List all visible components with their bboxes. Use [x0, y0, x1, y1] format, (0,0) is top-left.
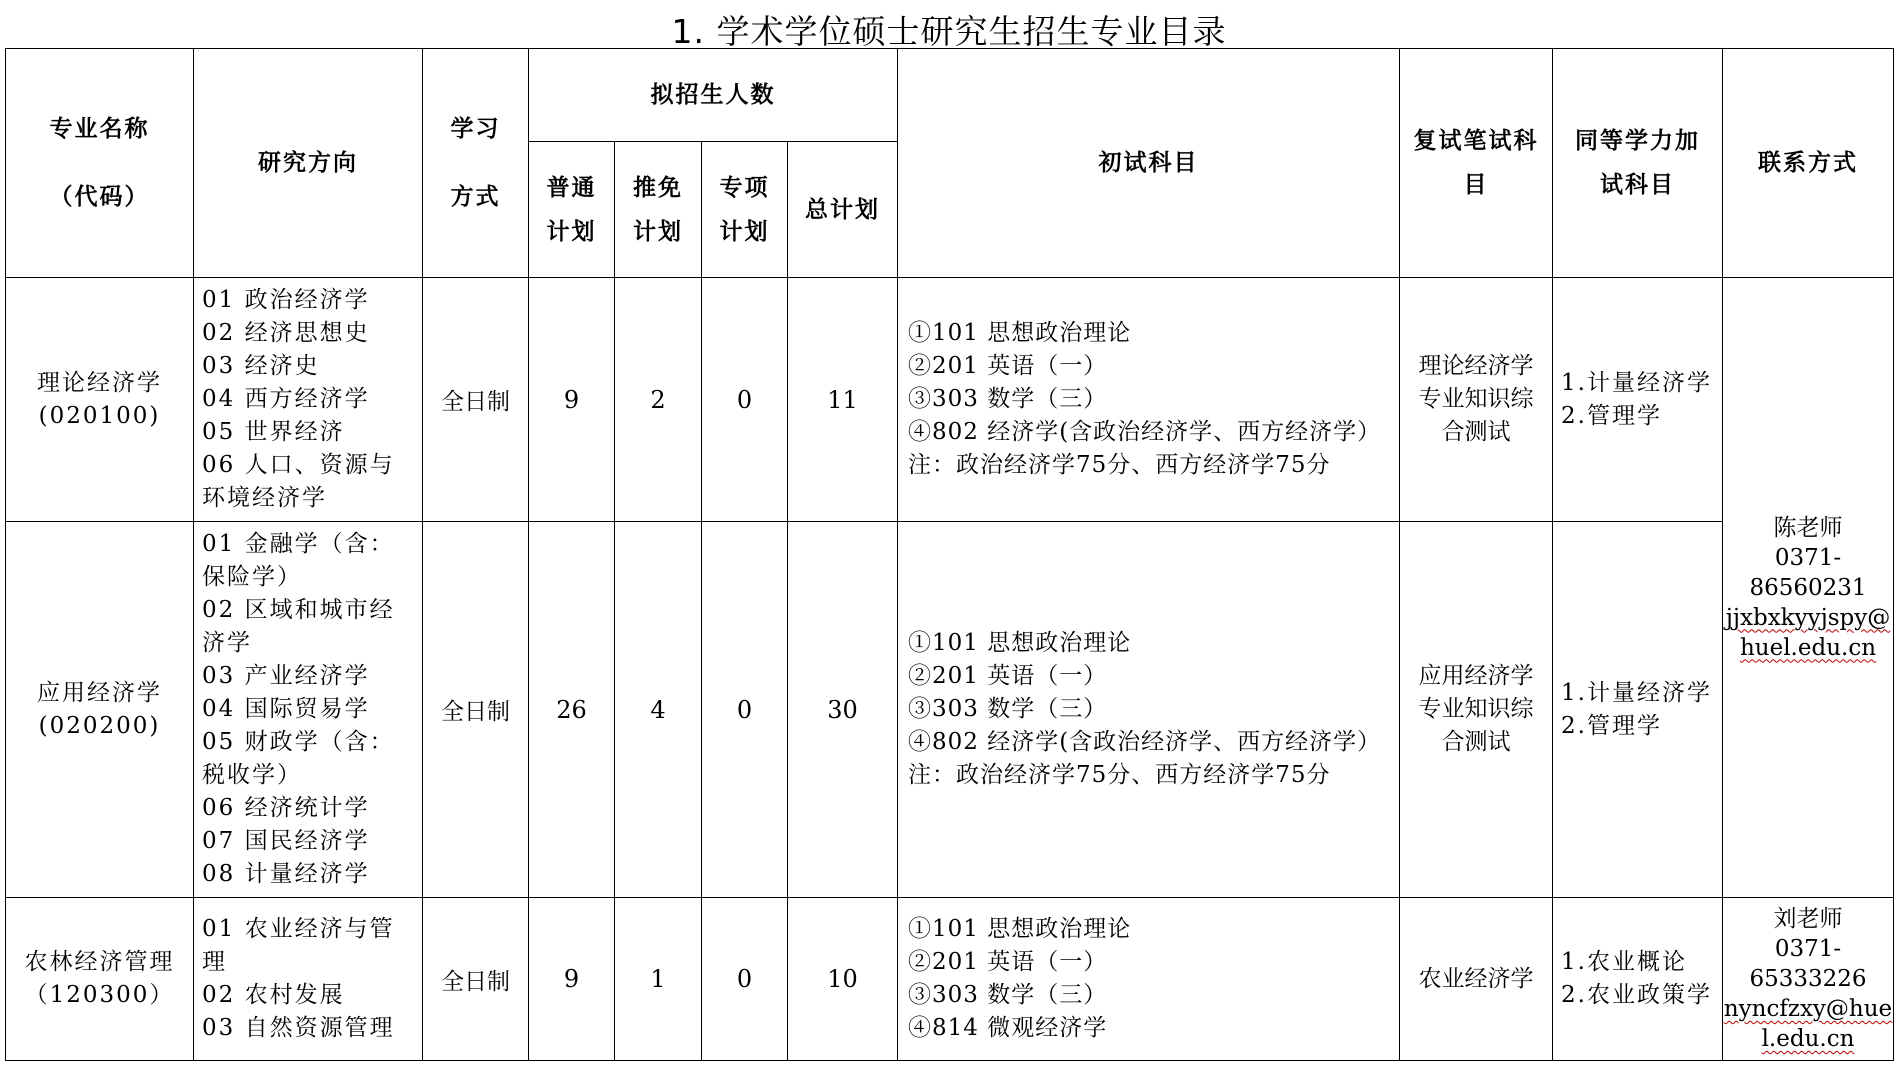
retest-subject: 农业经济学 [1400, 898, 1553, 1061]
header-special [702, 142, 788, 278]
list-item: ③303 数学（三） [908, 696, 1108, 722]
exempt-plan: 4 [615, 522, 702, 898]
list-item: 01 农业经济与管理 [202, 916, 395, 975]
initial-exam-list [898, 898, 1400, 1061]
header-study-mode-line2: 方式 [450, 183, 501, 210]
header-study-mode-line1: 学习 [450, 115, 501, 142]
list-item: 02 经济思想史 [202, 320, 370, 346]
header-spacer [423, 151, 528, 175]
list-item: 06 人口、资源与环境经济学 [202, 452, 395, 511]
list-item: 1.计量经济学 [1561, 679, 1712, 706]
header-contact: 联系方式 [1723, 49, 1894, 278]
list-item: 02 区域和城市经济学 [202, 597, 395, 656]
list-item: ④814 微观经济学 [908, 1015, 1108, 1041]
list-item: ②201 英语（一） [908, 353, 1108, 379]
list-item: 2.管理学 [1561, 712, 1662, 739]
page-title: 1. 学术学位硕士研究生招生专业目录 [671, 12, 1227, 51]
major-code: (020100) [38, 402, 161, 429]
header-regular [529, 142, 615, 278]
list-item: ①101 思想政治理论 [908, 320, 1132, 346]
list-item: ②201 英语（一） [908, 663, 1108, 689]
header-direction: 研究方向 [194, 49, 423, 278]
regular-plan: 9 [529, 898, 615, 1061]
header-special-line2: 计划 [719, 217, 770, 245]
list-item: 07 国民经济学 [202, 828, 370, 854]
table-row [6, 898, 1894, 1061]
list-item: 注：政治经济学75分、西方经济学75分 [908, 762, 1331, 788]
major-code: (020200) [38, 712, 161, 739]
retest-subject: 应用经济学专业知识综合测试 [1400, 522, 1553, 898]
list-item: 05 世界经济 [202, 419, 345, 445]
major-name: 应用经济学 [37, 679, 162, 706]
special-plan: 0 [702, 522, 788, 898]
header-equivalent-line1: 同等学力加 [1575, 127, 1700, 154]
header-retest-line1: 复试笔试科 [1413, 127, 1539, 154]
list-item: ①101 思想政治理论 [908, 916, 1132, 942]
direction-list [194, 522, 423, 898]
header-major-name [6, 49, 194, 278]
list-item: ④802 经济学(含政治经济学、西方经济学） [908, 419, 1382, 445]
total-plan: 11 [788, 278, 898, 522]
exempt-plan: 1 [615, 898, 702, 1061]
total-plan: 30 [788, 522, 898, 898]
header-initial-exam: 初试科目 [898, 49, 1400, 278]
contact-phone: 86560231 [1749, 574, 1867, 601]
major-name: 农林经济管理 [24, 949, 175, 975]
major-name-cell [6, 522, 194, 898]
contact-email[interactable]: nyncfzxy@hue [1723, 996, 1893, 1022]
header-exempt [615, 142, 702, 278]
list-item: ①101 思想政治理论 [908, 630, 1132, 656]
list-item: 注：政治经济学75分、西方经济学75分 [908, 452, 1331, 478]
list-item: 03 经济史 [202, 353, 320, 379]
header-special-line1: 专项 [719, 173, 770, 201]
list-item: 05 财政学（含：税收学） [202, 729, 395, 788]
catalog-table [5, 48, 1894, 1061]
contact-email[interactable]: huel.edu.cn [1739, 634, 1877, 661]
direction-list [194, 898, 423, 1061]
initial-exam-list [898, 278, 1400, 522]
header-study-mode [423, 49, 529, 278]
header-exempt-line2: 计划 [633, 217, 683, 245]
table-row [6, 522, 1894, 898]
list-item: 02 农村发展 [202, 982, 345, 1008]
header-equivalent-line2: 试科目 [1600, 171, 1675, 198]
list-item: 03 自然资源管理 [202, 1015, 395, 1041]
initial-exam-list [898, 522, 1400, 898]
contact-cell-chen [1723, 278, 1894, 898]
header-row-1 [6, 49, 1894, 142]
regular-plan: 26 [529, 522, 615, 898]
study-mode: 全日制 [423, 522, 529, 898]
header-regular-line1: 普通 [546, 173, 597, 201]
contact-email[interactable]: jjxbxkyyjspy@ [1725, 604, 1891, 631]
major-name-cell [6, 278, 194, 522]
table-row [6, 278, 1894, 522]
header-regular-line2: 计划 [546, 217, 597, 245]
list-item: ③303 数学（三） [908, 386, 1108, 412]
study-mode: 全日制 [423, 898, 529, 1061]
contact-person: 陈老师 [1773, 514, 1843, 541]
header-spacer [6, 151, 193, 175]
header-retest-line2: 目 [1463, 171, 1489, 198]
direction-list [194, 278, 423, 522]
study-mode: 全日制 [423, 278, 529, 522]
equivalent-subjects [1553, 898, 1723, 1061]
total-plan: 10 [788, 898, 898, 1061]
header-exempt-line1: 推免 [633, 173, 683, 201]
header-equivalent [1553, 49, 1723, 278]
list-item: ②201 英语（一） [908, 949, 1108, 975]
header-major-code-line: （代码） [49, 183, 150, 210]
contact-cell-liu [1723, 898, 1894, 1061]
list-item: 2.农业政策学 [1561, 982, 1712, 1008]
contact-email[interactable]: l.edu.cn [1761, 1026, 1855, 1052]
list-item: ③303 数学（三） [908, 982, 1108, 1008]
contact-phone: 0371- [1774, 936, 1842, 962]
header-retest [1400, 49, 1553, 278]
major-name-cell [6, 898, 194, 1061]
list-item: 01 政治经济学 [202, 287, 370, 313]
exempt-plan: 2 [615, 278, 702, 522]
list-item: 06 经济统计学 [202, 795, 370, 821]
contact-person: 刘老师 [1773, 906, 1843, 932]
special-plan: 0 [702, 278, 788, 522]
list-item: 04 西方经济学 [202, 386, 370, 412]
list-item: 2.管理学 [1561, 402, 1662, 429]
header-planned-enrollment: 拟招生人数 [529, 49, 898, 142]
list-item: 1.计量经济学 [1561, 369, 1712, 396]
list-item: 1.农业概论 [1561, 949, 1687, 975]
contact-phone: 65333226 [1749, 966, 1867, 992]
equivalent-subjects [1553, 522, 1723, 898]
list-item: ④802 经济学(含政治经济学、西方经济学） [908, 729, 1382, 755]
header-major-name-line1: 专业名称 [49, 115, 150, 142]
major-code: （120300） [24, 982, 175, 1008]
list-item: 08 计量经济学 [202, 861, 370, 887]
list-item: 01 金融学（含：保险学） [202, 531, 395, 590]
list-item: 03 产业经济学 [202, 663, 370, 689]
special-plan: 0 [702, 898, 788, 1061]
list-item: 04 国际贸易学 [202, 696, 370, 722]
equivalent-subjects [1553, 278, 1723, 522]
retest-subject: 理论经济学专业知识综合测试 [1400, 278, 1553, 522]
major-name: 理论经济学 [37, 369, 162, 396]
regular-plan: 9 [529, 278, 615, 522]
header-total: 总计划 [788, 142, 898, 278]
contact-phone: 0371- [1774, 544, 1842, 571]
